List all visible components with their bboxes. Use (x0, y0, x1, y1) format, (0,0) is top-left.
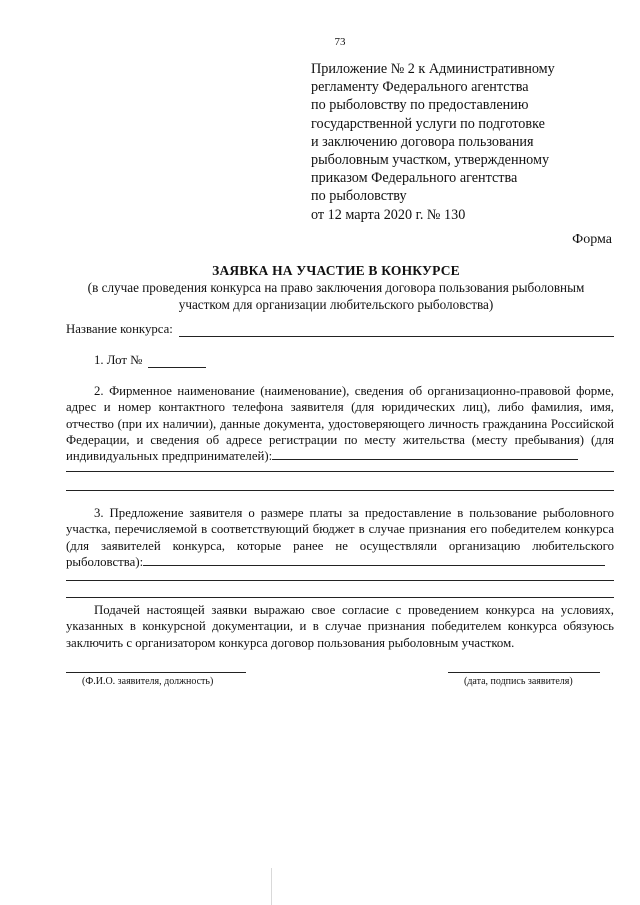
appendix-line: по рыболовству (311, 188, 407, 205)
appendix-reference (311, 60, 631, 224)
document-subtitle: (в случае проведения конкурса на право заключения договора пользования рыболовным участком для организации любительского рыболовства) (87, 280, 585, 312)
contest-name-field[interactable] (179, 322, 614, 337)
scan-fold-mark (271, 868, 272, 905)
consent-text: Подачей настоящей заявки выражаю свое согласие с проведением конкурса на условиях, указанных в конкурсной документации, и в случае признания победителем конкурса обязуюсь заключить с организатором конкурса договор пользования рыболовным участком. (66, 603, 614, 650)
consent-paragraph (66, 602, 614, 651)
applicant-name-line[interactable] (66, 672, 246, 673)
item-3-extra-line[interactable] (66, 597, 614, 598)
document-title: ЗАЯВКА НА УЧАСТИЕ В КОНКУРСЕ (212, 263, 460, 278)
item-2-paragraph (66, 383, 614, 464)
appendix-line: государственной услуги по подготовке (311, 115, 545, 132)
contest-name-label: Название конкурса: (66, 322, 173, 336)
appendix-line: регламенту Федерального агентства (311, 79, 529, 96)
item-3-paragraph (66, 505, 614, 570)
appendix-line: рыболовным участком, утвержденному (311, 152, 550, 169)
item-2-extra-line[interactable] (66, 490, 614, 491)
item-2-extra-line[interactable] (66, 471, 614, 472)
item-3-extra-line[interactable] (66, 580, 614, 581)
appendix-line: приказом Федерального агентства (311, 170, 518, 187)
lot-label: 1. Лот № (94, 353, 143, 367)
item-2-field[interactable] (272, 448, 578, 460)
form-label: Форма (572, 232, 612, 247)
appendix-line: от 12 марта 2020 г. № 130 (311, 206, 466, 223)
appendix-line: Приложение № 2 к Административному (311, 61, 555, 77)
date-signature-line[interactable] (448, 672, 600, 673)
page-number: 73 (334, 36, 346, 48)
applicant-name-caption: (Ф.И.О. заявителя, должность) (82, 676, 214, 687)
lot-row (94, 353, 206, 368)
date-signature-caption: (дата, подпись заявителя) (464, 676, 573, 687)
item-3-text: 3. Предложение заявителя о размере платы за предоставление в пользование рыболовного участка, перечисляемой в соответствующий бюджет в случае признания его победителем конкурса (для заявителей конкурса, которые ранее не осуществляли организацию любительского рыболовства): (66, 506, 614, 569)
item-2-text: 2. Фирменное наименование (наименование), сведения об организационно-правовой форме, адрес и номер контактного телефона заявителя (для юридических лиц), либо фамилия, имя, отчество (при их наличии), данные документа, удостоверяющего личность гражданина Российской Федерации, и сведения об адресе регистрации по месту жительства (месту пребывания) (для индивидуальных предпринимателей): (66, 384, 614, 464)
appendix-line: по рыболовству по предоставлению (311, 97, 529, 114)
contest-name-row (66, 322, 614, 337)
item-3-field[interactable] (143, 554, 605, 566)
lot-number-field[interactable] (148, 353, 206, 368)
appendix-line: и заключению договора пользования (311, 133, 534, 150)
